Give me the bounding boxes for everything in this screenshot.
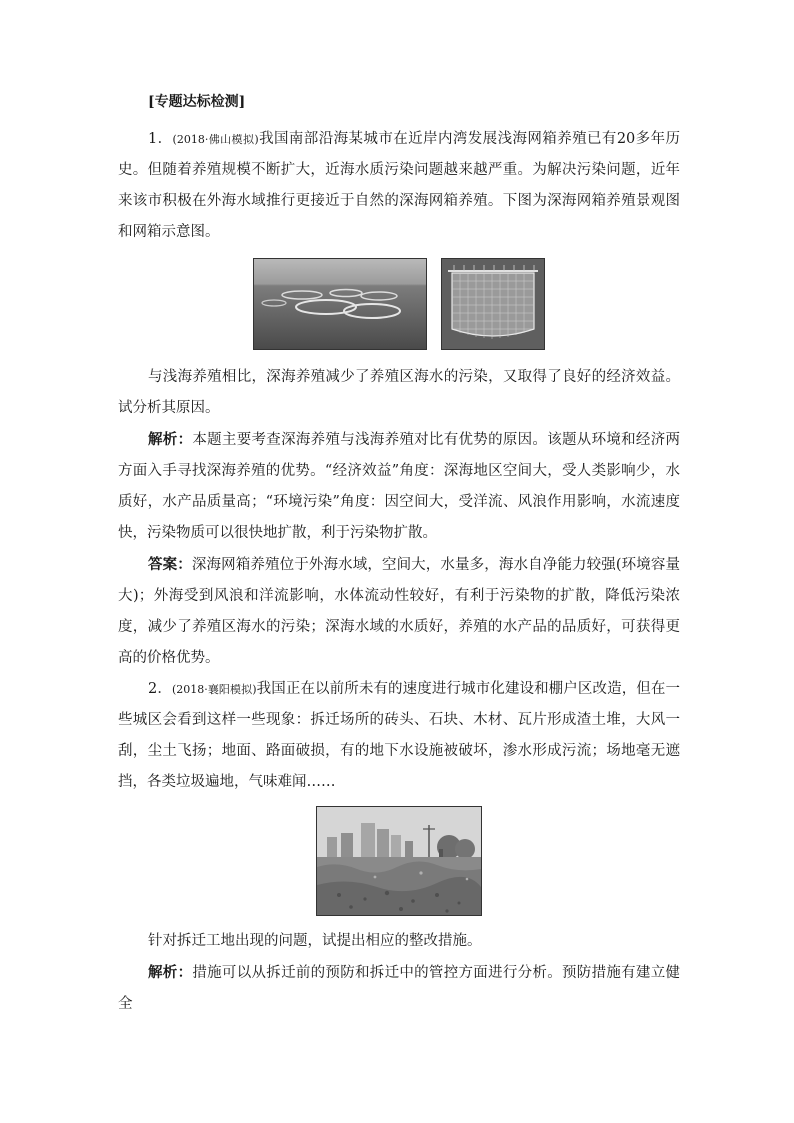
q2-stem [118, 674, 680, 798]
demolition-site-photo [316, 806, 482, 916]
q1-stem-text: 我国南部沿海某城市在近岸内湾发展浅海网箱养殖已有20多年历史。但随着养殖规模不断扩大，近海水质污染问题越来越严重。为解决污染问题，近年来该市积极在外海水域推行更接近于自然的深海网箱养殖。下图为深海网箱养殖景观图和网箱示意图。 [118, 131, 680, 240]
q2-analysis-text: 措施可以从拆迁前的预防和拆迁中的管控方面进行分析。预防措施有建立健全 [118, 965, 680, 1012]
q1-question: 与浅海养殖相比，深海养殖减少了养殖区海水的污染，又取得了良好的经济效益。试分析其原因。 [118, 369, 680, 416]
q2-analysis [118, 957, 680, 1020]
q1-analysis-text: 本题主要考查深海养殖与浅海养殖对比有优势的原因。该题从环境和经济两方面入手寻找深海养殖的优势。“经济效益”角度：深海地区空间大，受人类影响少，水质好，水产品质量高；“环境污染”角度：因空间大，受洋流、风浪作用影响，水流速度快，污染物质可以很快地扩散，利于污染物扩散。 [118, 432, 680, 541]
q2-stem-text: 我国正在以前所未有的速度进行城市化建设和棚户区改造，但在一些城区会看到这样一些现象：拆迁场所的砖头、石块、木材、瓦片形成渣土堆，大风一刮，尘土飞扬；地面、路面破损，有的地下水设施被破坏，渗水形成污流；场地毫无遮挡，各类垃圾遍地，气味难闻…… [118, 681, 680, 790]
net-cage-diagram [441, 258, 545, 350]
q1-stem [118, 124, 680, 248]
q1-analysis [118, 424, 680, 549]
q2-analysis-label: 解析： [148, 964, 193, 981]
q2-figure [118, 806, 680, 916]
q1-figures [118, 258, 680, 350]
q1-source: (2018·佛山模拟) [172, 133, 259, 146]
q1-answer-label: 答案： [148, 556, 192, 573]
section-heading: [专题达标检测] [148, 94, 246, 110]
document-content [118, 92, 680, 1020]
q1-answer [118, 549, 680, 674]
q1-analysis-label: 解析： [148, 431, 193, 448]
q2-source: (2018·襄阳模拟) [171, 683, 257, 696]
q1-answer-text: 深海网箱养殖位于外海水域，空间大，水量多，海水自净能力较强(环境容量大)；外海受到风浪和洋流影响，水体流动性较好，有利于污染物的扩散，降低污染浓度，减少了养殖区海水的污染；深海水域的水质好，养殖的水产品的品质好，可获得更高的价格优势。 [118, 557, 681, 666]
q2-number: 2． [148, 681, 172, 697]
q2-question: 针对拆迁工地出现的问题，试提出相应的整改措施。 [148, 933, 482, 949]
sea-cage-landscape-photo [253, 258, 427, 350]
q1-number: 1． [148, 131, 173, 147]
